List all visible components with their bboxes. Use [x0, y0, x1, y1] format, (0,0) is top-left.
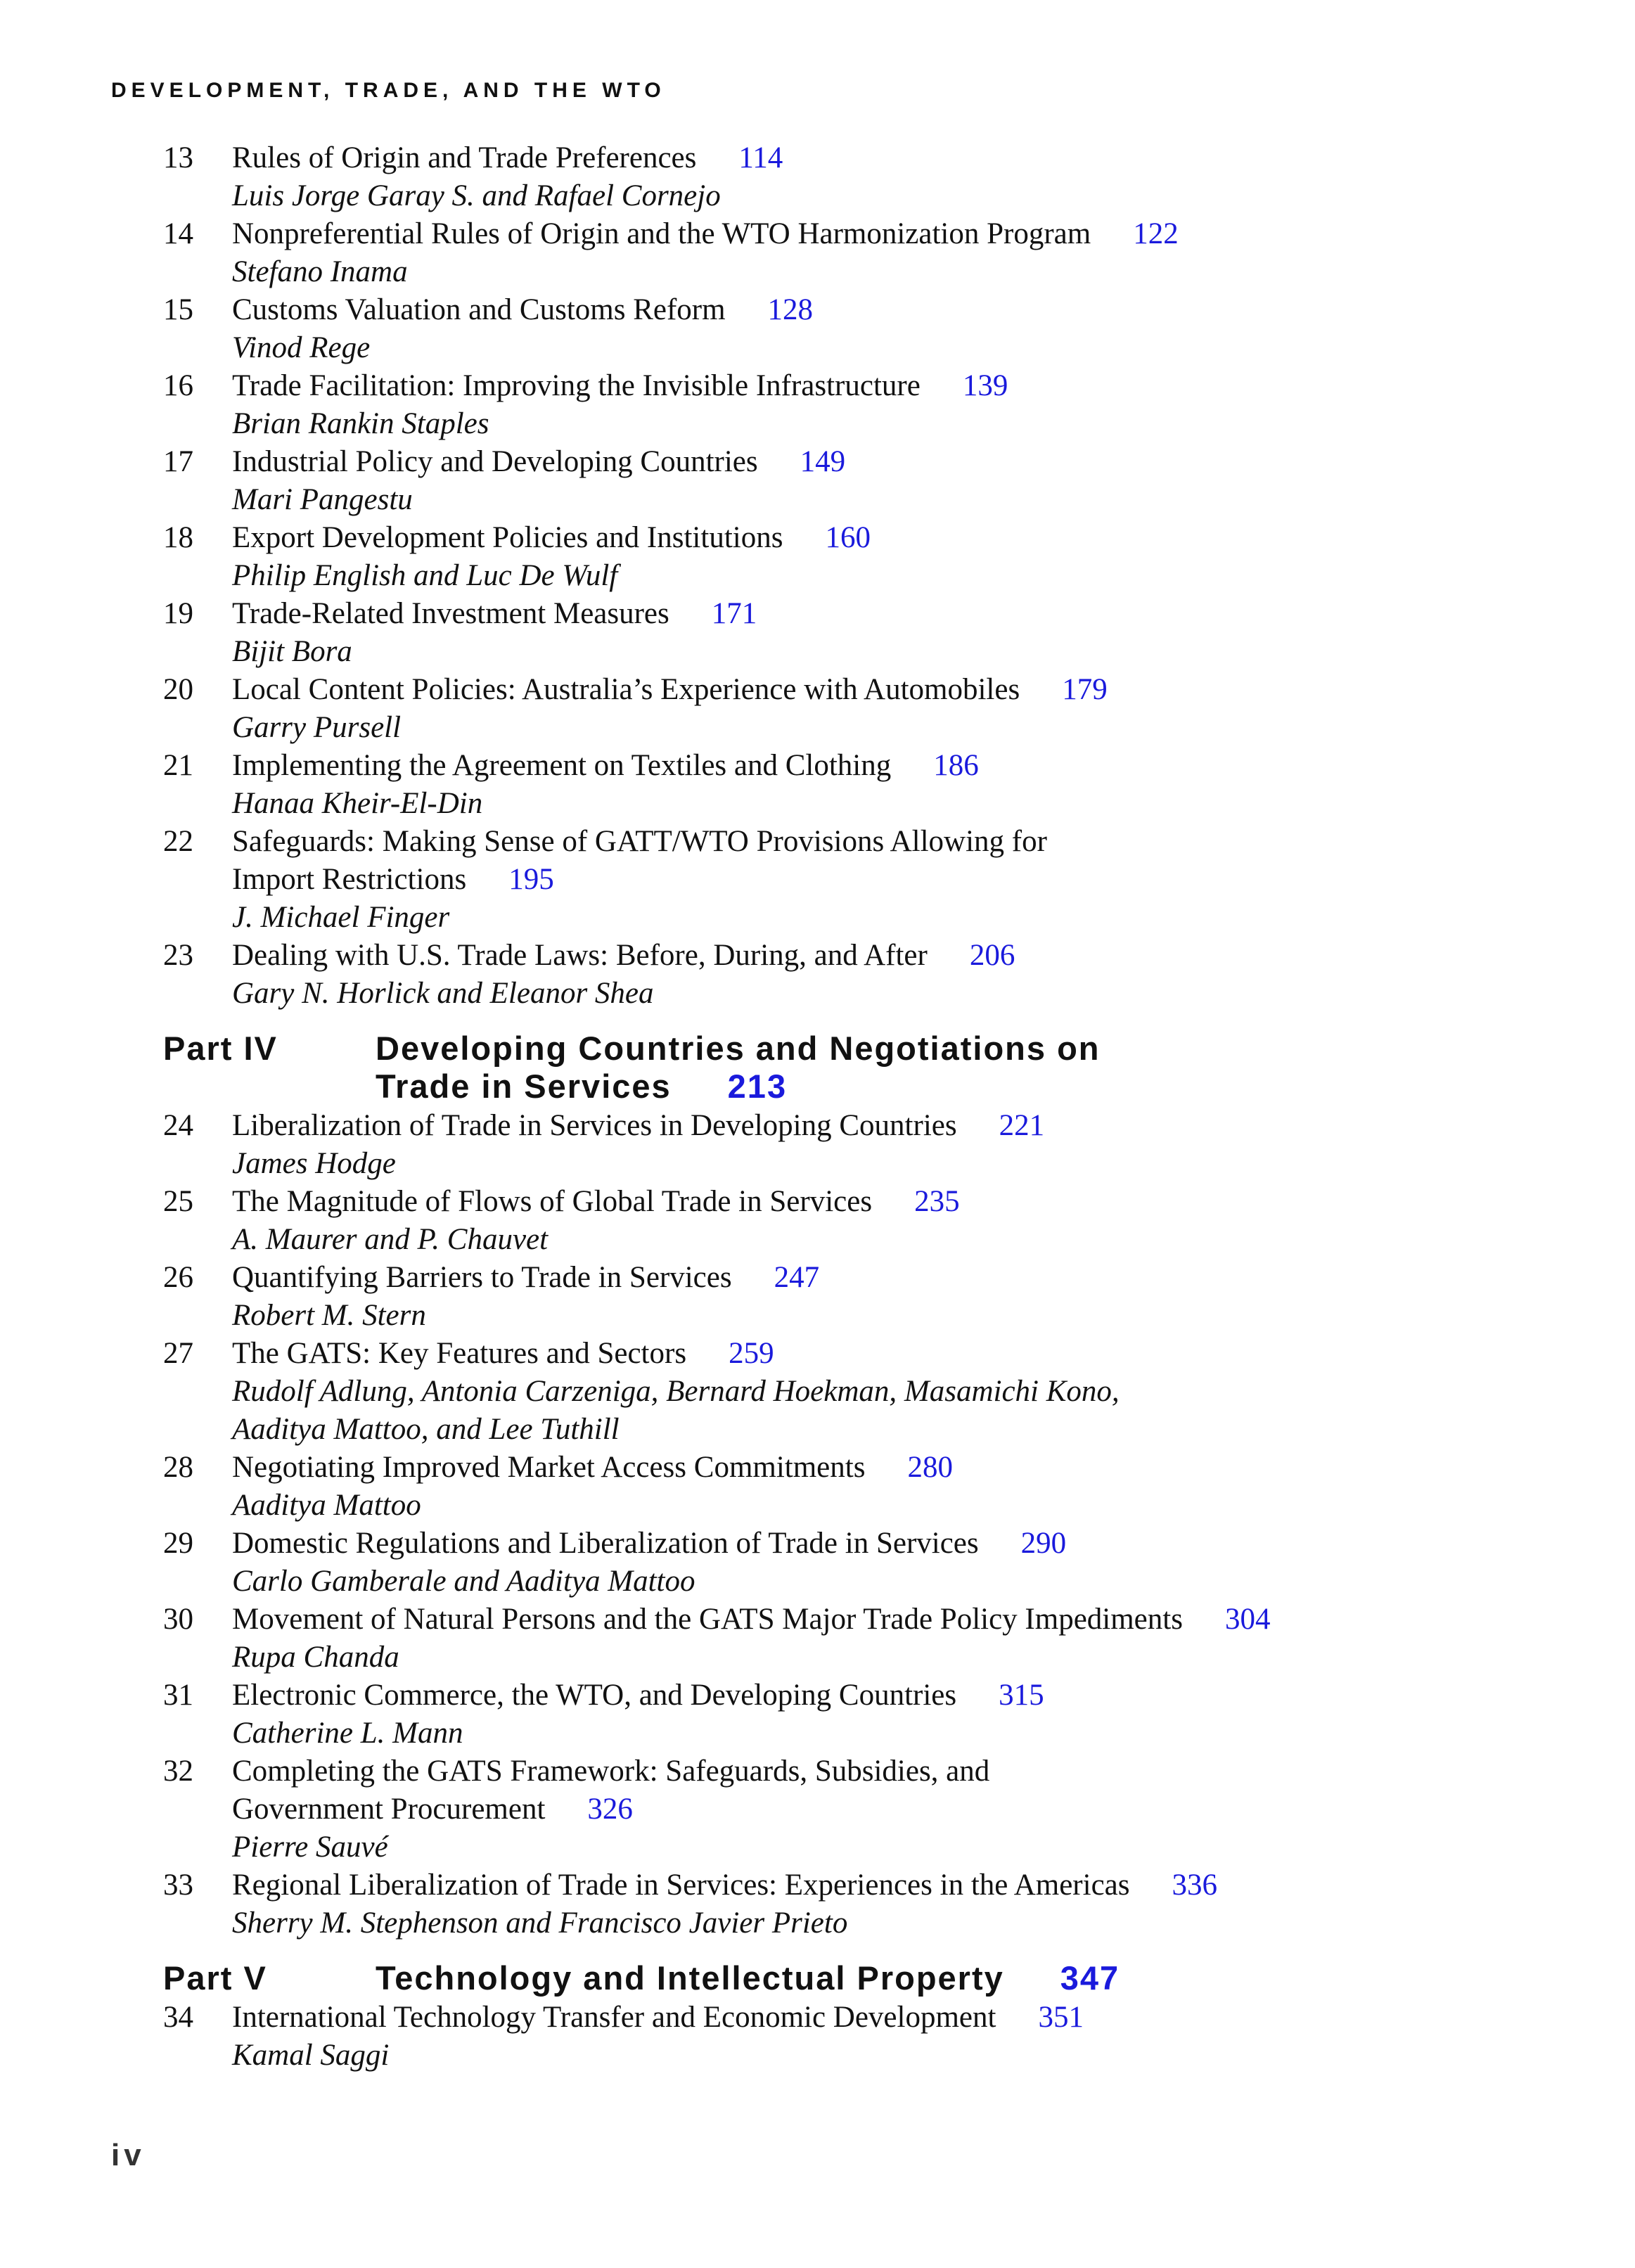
chapter-author: Pierre Sauvé — [232, 1831, 388, 1864]
toc-entry-17 — [163, 443, 1570, 519]
chapter-title: Electronic Commerce, the WTO, and Developing Countries — [232, 1679, 957, 1712]
page-link[interactable]: 160 — [825, 521, 871, 554]
chapter-author: Mari Pangestu — [232, 483, 413, 516]
page-link[interactable]: 315 — [999, 1679, 1044, 1712]
table-of-contents — [163, 139, 1570, 2075]
chapter-number: 27 — [163, 1337, 193, 1370]
toc-entry-22 — [163, 823, 1570, 937]
chapter-number: 34 — [163, 2001, 193, 2034]
chapter-author: Gary N. Horlick and Eleanor Shea — [232, 977, 654, 1010]
page-link[interactable]: 171 — [711, 597, 757, 630]
chapter-number: 24 — [163, 1109, 193, 1142]
chapter-author: Kamal Saggi — [232, 2039, 390, 2072]
toc-entry-20 — [163, 671, 1570, 747]
part-title-line1: Developing Countries and Negotiations on — [376, 1030, 1101, 1067]
chapter-title: Export Development Policies and Institutions — [232, 521, 783, 554]
chapter-author: Luis Jorge Garay S. and Rafael Cornejo — [232, 179, 721, 212]
page-link[interactable]: 195 — [508, 863, 554, 896]
chapter-title: Dealing with U.S. Trade Laws: Before, During, and After — [232, 939, 928, 972]
toc-entry-16 — [163, 367, 1570, 443]
chapter-author: Rupa Chanda — [232, 1641, 399, 1674]
chapter-title: Local Content Policies: Australia’s Experience with Automobiles — [232, 673, 1020, 706]
chapter-number: 16 — [163, 369, 193, 402]
chapter-author: Carlo Gamberale and Aaditya Mattoo — [232, 1565, 695, 1598]
toc-entry-24 — [163, 1107, 1570, 1183]
chapter-title: Trade-Related Investment Measures — [232, 597, 669, 630]
page-link[interactable]: 247 — [774, 1261, 820, 1294]
chapter-number: 19 — [163, 597, 193, 630]
chapter-author: Brian Rankin Staples — [232, 407, 489, 440]
chapter-author: Bijit Bora — [232, 635, 352, 668]
chapter-author: A. Maurer and P. Chauvet — [232, 1223, 549, 1256]
chapter-title: International Technology Transfer and Economic Development — [232, 2001, 996, 2034]
chapter-number: 22 — [163, 825, 193, 858]
chapter-number: 33 — [163, 1869, 193, 1902]
toc-entry-15 — [163, 291, 1570, 367]
chapter-title: Industrial Policy and Developing Countries — [232, 445, 758, 478]
chapter-author: J. Michael Finger — [232, 901, 450, 934]
chapter-number: 18 — [163, 521, 193, 554]
chapter-author: Hanaa Kheir-El-Din — [232, 787, 483, 820]
toc-entry-26 — [163, 1259, 1570, 1335]
part-page-link[interactable]: 347 — [1060, 1959, 1120, 1997]
chapter-number: 17 — [163, 445, 193, 478]
page-link[interactable]: 326 — [587, 1793, 633, 1826]
chapter-title-line2: Import Restrictions — [232, 863, 467, 896]
page-link[interactable]: 280 — [907, 1451, 953, 1484]
toc-entry-27 — [163, 1335, 1570, 1449]
part-title-line2: Trade in Services — [376, 1068, 672, 1105]
toc-entry-13 — [163, 139, 1570, 215]
page-link[interactable]: 186 — [933, 749, 979, 782]
chapter-author: Catherine L. Mann — [232, 1717, 463, 1750]
toc-entry-31 — [163, 1677, 1570, 1753]
chapter-title-line1: Safeguards: Making Sense of GATT/WTO Provisions Allowing for — [232, 825, 1047, 858]
page-link[interactable]: 179 — [1062, 673, 1108, 706]
chapter-number: 25 — [163, 1185, 193, 1218]
chapter-title-line2: Government Procurement — [232, 1793, 546, 1826]
chapter-author: James Hodge — [232, 1147, 396, 1180]
chapter-author-line1: Rudolf Adlung, Antonia Carzeniga, Bernard Hoekman, Masamichi Kono, — [232, 1375, 1120, 1408]
part-title: Technology and Intellectual Property — [376, 1959, 1004, 1997]
chapter-title: The Magnitude of Flows of Global Trade in Services — [232, 1185, 873, 1218]
page-link[interactable]: 259 — [729, 1337, 774, 1370]
chapter-title: Trade Facilitation: Improving the Invisible Infrastructure — [232, 369, 921, 402]
chapter-author: Robert M. Stern — [232, 1299, 426, 1332]
chapter-title: The GATS: Key Features and Sectors — [232, 1337, 687, 1370]
page-link[interactable]: 351 — [1038, 2001, 1084, 2034]
toc-entry-28 — [163, 1449, 1570, 1525]
chapter-title: Domestic Regulations and Liberalization of Trade in Services — [232, 1527, 979, 1560]
part-label: Part IV — [163, 1030, 278, 1067]
chapter-number: 28 — [163, 1451, 193, 1484]
chapter-title: Rules of Origin and Trade Preferences — [232, 141, 697, 174]
toc-entry-29 — [163, 1525, 1570, 1601]
chapter-author-line2: Aaditya Mattoo, and Lee Tuthill — [232, 1413, 620, 1446]
page-link[interactable]: 114 — [738, 141, 783, 174]
page-link[interactable]: 290 — [1020, 1527, 1067, 1560]
chapter-title: Nonpreferential Rules of Origin and the WTO Harmonization Program — [232, 217, 1091, 250]
page-number: iv — [111, 2138, 146, 2172]
part-page-link[interactable]: 213 — [727, 1068, 788, 1105]
chapter-author: Vinod Rege — [232, 331, 371, 364]
running-head: DEVELOPMENT, TRADE, AND THE WTO — [111, 79, 666, 102]
part-heading-iv — [163, 1030, 1570, 1106]
toc-entry-23 — [163, 937, 1570, 1013]
toc-entry-30 — [163, 1601, 1570, 1677]
chapter-title: Movement of Natural Persons and the GATS Major Trade Policy Impediments — [232, 1603, 1183, 1636]
page-link[interactable]: 206 — [969, 939, 1015, 972]
chapter-number: 21 — [163, 749, 193, 782]
part-label: Part V — [163, 1959, 267, 1997]
page-link[interactable]: 139 — [962, 369, 1008, 402]
toc-entry-33 — [163, 1866, 1570, 1942]
page-link[interactable]: 221 — [999, 1109, 1045, 1142]
page-link[interactable]: 149 — [800, 445, 846, 478]
chapter-author: Garry Pursell — [232, 711, 402, 744]
chapter-number: 14 — [163, 217, 193, 250]
page-link[interactable]: 304 — [1224, 1603, 1271, 1636]
page-link[interactable]: 235 — [914, 1185, 960, 1218]
chapter-title: Customs Valuation and Customs Reform — [232, 293, 726, 326]
chapter-title: Liberalization of Trade in Services in Developing Countries — [232, 1109, 957, 1142]
chapter-title: Regional Liberalization of Trade in Services: Experiences in the Americas — [232, 1869, 1130, 1902]
toc-entry-34 — [163, 1999, 1570, 2075]
toc-entry-21 — [163, 747, 1570, 823]
chapter-number: 23 — [163, 939, 193, 972]
page-link[interactable]: 122 — [1133, 217, 1179, 250]
chapter-title: Quantifying Barriers to Trade in Services — [232, 1261, 732, 1294]
chapter-number: 29 — [163, 1527, 193, 1560]
chapter-number: 15 — [163, 293, 193, 326]
toc-entry-25 — [163, 1183, 1570, 1259]
toc-entry-19 — [163, 595, 1570, 671]
page-link[interactable]: 128 — [767, 293, 814, 326]
chapter-title: Negotiating Improved Market Access Commitments — [232, 1451, 866, 1484]
part-heading-v — [163, 1959, 1570, 1997]
page-link[interactable]: 336 — [1172, 1869, 1217, 1902]
chapter-title: Implementing the Agreement on Textiles and Clothing — [232, 749, 892, 782]
chapter-number: 26 — [163, 1261, 193, 1294]
chapter-author: Sherry M. Stephenson and Francisco Javier Prieto — [232, 1907, 848, 1940]
chapter-number: 13 — [163, 141, 193, 174]
chapter-author: Stefano Inama — [232, 255, 408, 288]
toc-entry-32 — [163, 1753, 1570, 1866]
toc-entry-14 — [163, 215, 1570, 291]
toc-entry-18 — [163, 519, 1570, 595]
chapter-title-line1: Completing the GATS Framework: Safeguards, Subsidies, and — [232, 1755, 990, 1788]
chapter-number: 32 — [163, 1755, 193, 1788]
chapter-number: 31 — [163, 1679, 193, 1712]
chapter-number: 20 — [163, 673, 193, 706]
chapter-author: Aaditya Mattoo — [232, 1489, 421, 1522]
chapter-author: Philip English and Luc De Wulf — [232, 559, 618, 592]
chapter-number: 30 — [163, 1603, 193, 1636]
